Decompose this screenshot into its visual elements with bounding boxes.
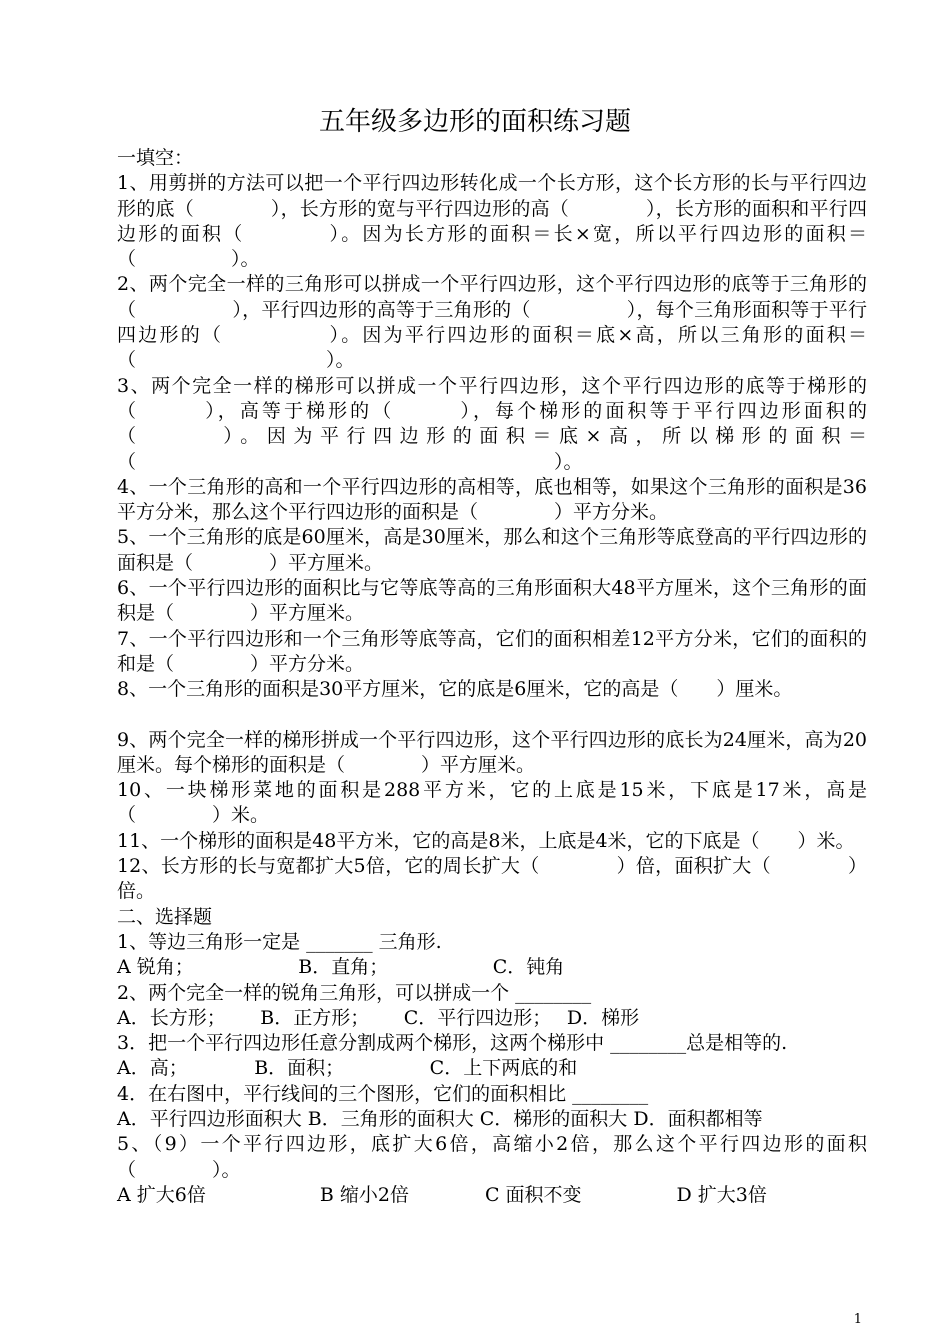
question-choice-4-options: A．平行四边形面积大 B．三角形的面积大 C．梯形的面积大 D．面积都相等 xyxy=(117,1107,763,1130)
question-choice-5: 5、（9）一个平行四边形，底扩大6倍，高缩小2倍，那么这个平行四边形的面积（ ）。 xyxy=(117,1133,867,1181)
question-fill-5: 5、一个三角形的底是60厘米，高是30厘米，那么和这个三角形等底登高的平行四边形的面积是（ ）平方厘米。 xyxy=(117,526,867,574)
question-choice-1: 1、等边三角形一定是 _______ 三角形. xyxy=(117,930,442,953)
question-choice-2: 2、两个完全一样的锐角三角形，可以拼成一个 ________ xyxy=(117,981,592,1004)
page-number: 1 xyxy=(853,1312,862,1327)
question-choice-4: 4．在右图中，平行线间的三个图形，它们的面积相比 ________ xyxy=(117,1082,649,1105)
question-choice-2-options: A．长方形； B．正方形； C．平行四边形； D．梯形 xyxy=(117,1006,640,1029)
worksheet-body xyxy=(117,146,867,1208)
section-heading-fill-in: 一填空： xyxy=(117,147,194,169)
question-fill-2: 2、两个完全一样的三角形可以拼成一个平行四边形，这个平行四边形的底等于三角形的（ ），平行四边形的高等于三角形的（ ），每个三角形面积等于平行四边形的（ ）。因为平行四边形的面积＝底×高，所以三角形的面积＝（ ）。 xyxy=(117,273,867,372)
section-heading-choice: 二、选择题 xyxy=(117,905,213,928)
question-choice-5-options: A 扩大6倍 B 缩小2倍 C 面积不变 D 扩大3倍 xyxy=(117,1183,767,1206)
question-fill-12: 12、长方形的长与宽都扩大5倍，它的周长扩大（ ）倍，面积扩大（ ）倍。 xyxy=(117,855,867,903)
question-fill-10: 10、一块梯形菜地的面积是288平方米，它的上底是15米，下底是17米，高是（ ）米。 xyxy=(117,779,867,827)
question-choice-3-options: A．高； B．面积； C．上下两底的和 xyxy=(117,1057,578,1080)
question-choice-1-options: A 锐角； B．直角； C．钝角 xyxy=(117,956,565,979)
question-fill-4: 4、一个三角形的高和一个平行四边形的高相等，底也相等，如果这个三角形的面积是36平方分米，那么这个平行四边形的面积是（ ）平方分米。 xyxy=(117,475,867,524)
page-title: 五年级多边形的面积练习题 xyxy=(318,107,631,137)
blank-line xyxy=(117,703,867,728)
question-fill-8: 8、一个三角形的面积是30平方厘米，它的底是6厘米，它的高是（ ）厘米。 xyxy=(117,678,793,701)
question-fill-11: 11、一个梯形的面积是48平方米，它的高是8米，上底是4米，它的下底是（ ）米。 xyxy=(117,829,855,852)
question-fill-6: 6、一个平行四边形的面积比与它等底等高的三角形面积大48平方厘米，这个三角形的面积是（ ）平方厘米。 xyxy=(117,577,867,625)
question-fill-3: 3、两个完全一样的梯形可以拼成一个平行四边形，这个平行四边形的底等于梯形的（ ），高等于梯形的（ ），每个梯形的面积等于平行四边形面积的（ ）。因为平行四边形的面积＝底×高，所以梯形的面积＝（ ）。 xyxy=(117,374,867,473)
question-fill-1: 1、用剪拼的方法可以把一个平行四边形转化成一个长方形，这个长方形的长与平行四边形的底（ ），长方形的宽与平行四边形的高（ ），长方形的面积和平行四边形的面积（ ）。因为长方形的面积＝长×宽，所以平行四边形的面积＝（ ）。 xyxy=(117,172,867,271)
question-fill-7: 7、一个平行四边形和一个三角形等底等高，它们的面积相差12平方分米，它们的面积的和是（ ）平方分米。 xyxy=(117,627,867,675)
question-fill-9: 9、两个完全一样的梯形拼成一个平行四边形，这个平行四边形的底长为24厘米，高为20厘米。每个梯形的面积是（ ）平方厘米。 xyxy=(117,728,867,776)
question-choice-3: 3．把一个平行四边形任意分割成两个梯形，这两个梯形中 ________总是相等的. xyxy=(117,1032,788,1055)
